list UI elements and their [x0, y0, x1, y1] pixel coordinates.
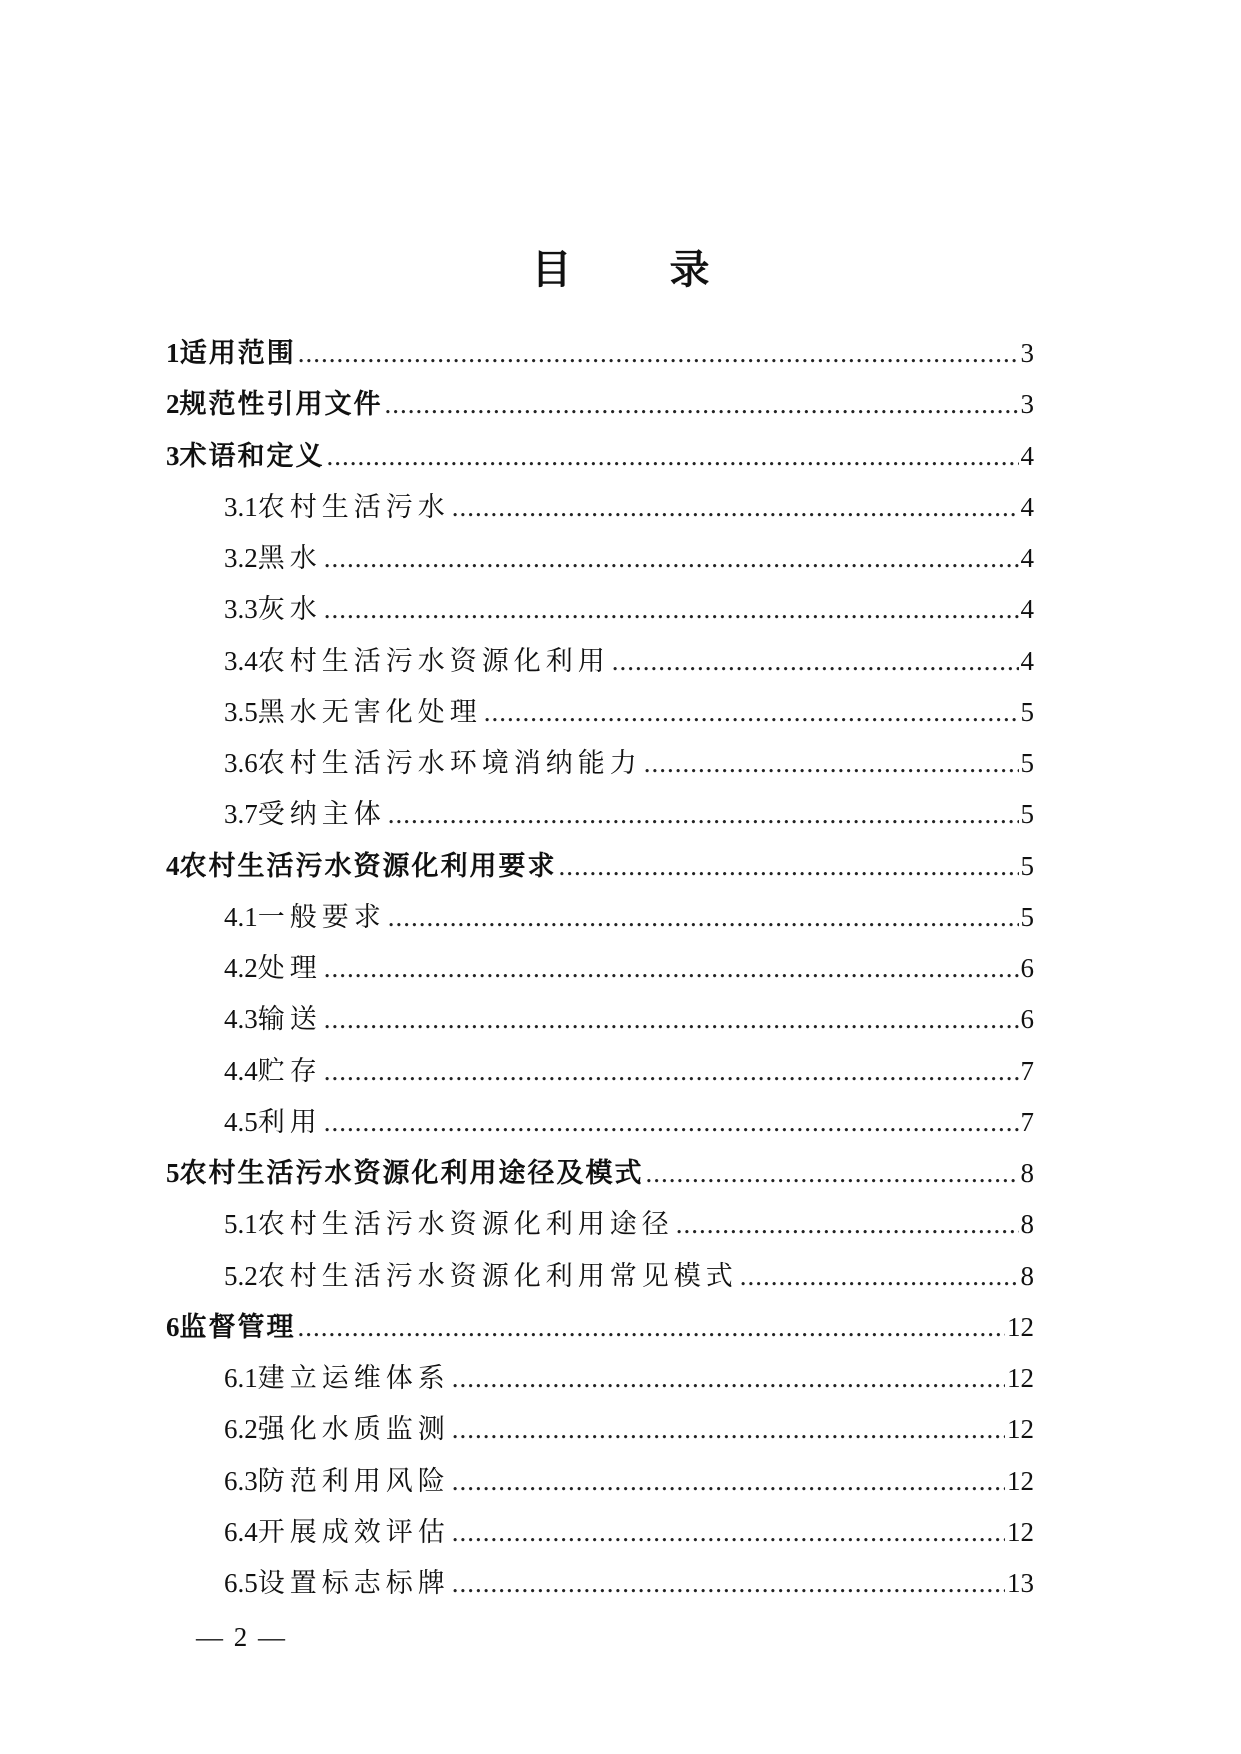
toc-entry-4-5[interactable] — [166, 1097, 1034, 1148]
toc-entry-number: 3.2 — [224, 543, 258, 573]
page-number-footer: — 2 — — [196, 1622, 287, 1652]
toc-entry-number: 3.5 — [224, 696, 258, 727]
toc-entry-page: 4 — [1020, 543, 1034, 573]
dot-leader — [646, 1148, 1019, 1199]
toc-entry-title: 处理 — [257, 953, 322, 984]
dot-leader — [327, 431, 1019, 482]
toc-entry-number: 3.1 — [224, 491, 258, 522]
dot-leader — [324, 943, 1019, 994]
toc-entry-6-1[interactable] — [166, 1353, 1034, 1404]
toc-entry-2[interactable] — [166, 379, 1034, 430]
toc-entry-number: 6.2 — [224, 1414, 258, 1445]
toc-entry-3-6[interactable] — [166, 738, 1034, 789]
toc-entry-number: 3.3 — [224, 594, 258, 625]
dot-leader — [484, 687, 1019, 738]
toc-entry-page: 8 — [1020, 1158, 1034, 1188]
toc-entry-title: 术语和定义 — [179, 440, 325, 472]
dot-leader — [324, 1097, 1019, 1148]
toc-entry-page: 3 — [1020, 338, 1034, 368]
toc-entry-5[interactable] — [166, 1148, 1034, 1199]
toc-entry-page: 12 — [1007, 1465, 1034, 1496]
dot-leader — [298, 328, 1019, 379]
toc-entry-title: 强化水质监测 — [257, 1414, 450, 1446]
toc-entry-4-4[interactable] — [166, 1046, 1034, 1097]
toc-entry-number: 1 — [166, 338, 180, 368]
toc-entry-3[interactable] — [166, 431, 1034, 482]
toc-entry-number: 5 — [166, 1158, 180, 1188]
toc-entry-page: 4 — [1020, 645, 1034, 676]
toc-entry-title: 农村生活污水环境消纳能力 — [257, 748, 642, 779]
dot-leader — [452, 1404, 1005, 1455]
toc-entry-page: 8 — [1020, 1209, 1034, 1240]
toc-entry-page: 5 — [1020, 901, 1034, 932]
toc-entry-title: 规范性引用文件 — [179, 389, 383, 421]
page-title: 目 录 — [531, 245, 752, 293]
toc-entry-1[interactable] — [166, 328, 1034, 379]
toc-entry-5-2[interactable] — [166, 1251, 1034, 1302]
toc-entry-page: 7 — [1020, 1055, 1034, 1086]
toc-entry-6-3[interactable] — [166, 1456, 1034, 1507]
toc-entry-page: 6 — [1020, 953, 1034, 983]
toc-entry-number: 4 — [166, 850, 180, 881]
toc-entry-title: 农村生活污水资源化利用途径 — [257, 1209, 674, 1241]
toc-entry-title: 一般要求 — [257, 901, 386, 933]
toc-entry-page: 7 — [1020, 1106, 1034, 1137]
toc-entry-title: 防范利用风险 — [257, 1465, 450, 1497]
dot-leader — [324, 584, 1019, 635]
toc-entry-number: 6.1 — [224, 1363, 258, 1393]
toc-entry-4-2[interactable] — [166, 943, 1034, 994]
toc-entry-number: 5.1 — [224, 1209, 258, 1240]
toc-entry-page: 12 — [1007, 1363, 1034, 1393]
dot-leader — [324, 533, 1019, 584]
toc-entry-title: 农村生活污水资源化利用常见模式 — [257, 1260, 738, 1292]
toc-entry-number: 3.4 — [224, 645, 258, 676]
table-of-contents — [166, 328, 1034, 1609]
toc-entry-number: 4.1 — [224, 901, 258, 932]
toc-entry-page: 5 — [1020, 850, 1034, 881]
toc-entry-number: 4.3 — [224, 1004, 258, 1035]
toc-entry-page: 6 — [1020, 1004, 1034, 1035]
toc-entry-3-2[interactable] — [166, 533, 1034, 584]
toc-entry-page: 5 — [1020, 748, 1034, 778]
toc-entry-number: 4.4 — [224, 1055, 258, 1086]
dot-leader — [452, 1558, 1005, 1609]
toc-entry-number: 6.4 — [224, 1516, 258, 1547]
toc-entry-number: 4.5 — [224, 1106, 258, 1137]
toc-entry-title: 建立运维体系 — [257, 1363, 450, 1394]
toc-entry-4-3[interactable] — [166, 994, 1034, 1045]
toc-entry-number: 2 — [166, 389, 180, 420]
toc-entry-3-4[interactable] — [166, 636, 1034, 687]
dot-leader — [388, 789, 1019, 840]
toc-entry-6-2[interactable] — [166, 1404, 1034, 1455]
toc-entry-page: 3 — [1020, 389, 1034, 420]
dot-leader — [452, 1353, 1005, 1404]
toc-entry-page: 4 — [1020, 491, 1034, 522]
toc-entry-title: 受纳主体 — [257, 799, 386, 831]
toc-entry-number: 6.5 — [224, 1568, 258, 1598]
toc-entry-4[interactable] — [166, 841, 1034, 892]
dot-leader — [324, 1046, 1019, 1097]
toc-entry-number: 3.6 — [224, 748, 258, 778]
toc-entry-page: 5 — [1020, 696, 1034, 727]
toc-entry-number: 6.3 — [224, 1465, 258, 1496]
toc-entry-6[interactable] — [166, 1302, 1034, 1353]
toc-entry-title: 黑水无害化处理 — [257, 696, 482, 728]
toc-entry-title: 农村生活污水 — [257, 491, 450, 523]
dot-leader — [324, 994, 1019, 1045]
toc-entry-number: 4.2 — [224, 953, 258, 983]
toc-entry-page: 8 — [1020, 1260, 1034, 1291]
toc-entry-title: 贮存 — [257, 1055, 322, 1087]
dot-leader — [385, 379, 1019, 430]
toc-entry-page: 5 — [1020, 799, 1034, 830]
dot-leader — [644, 738, 1019, 789]
toc-entry-3-5[interactable] — [166, 687, 1034, 738]
toc-entry-page: 12 — [1007, 1414, 1034, 1445]
dot-leader — [452, 1507, 1005, 1558]
dot-leader — [676, 1199, 1019, 1250]
dot-leader — [740, 1251, 1019, 1302]
toc-entry-5-1[interactable] — [166, 1199, 1034, 1250]
toc-entry-6-4[interactable] — [166, 1507, 1034, 1558]
toc-entry-title: 灰水 — [257, 594, 322, 626]
toc-entry-number: 3 — [166, 440, 180, 471]
toc-entry-3-7[interactable] — [166, 789, 1034, 840]
toc-entry-title: 黑水 — [257, 543, 322, 574]
dot-leader — [388, 892, 1019, 943]
dot-leader — [452, 1456, 1005, 1507]
toc-entry-4-1[interactable] — [166, 892, 1034, 943]
dot-leader — [298, 1302, 1006, 1353]
toc-entry-title: 适用范围 — [179, 338, 296, 369]
toc-entry-number: 6 — [166, 1311, 180, 1342]
toc-entry-page: 13 — [1007, 1568, 1034, 1598]
toc-entry-title: 利用 — [257, 1106, 322, 1138]
toc-entry-title: 农村生活污水资源化利用要求 — [179, 850, 557, 882]
toc-entry-number: 5.2 — [224, 1260, 258, 1291]
toc-entry-page: 4 — [1020, 594, 1034, 625]
dot-leader — [452, 482, 1019, 533]
dot-leader — [559, 841, 1019, 892]
toc-entry-3-3[interactable] — [166, 584, 1034, 635]
toc-entry-title: 农村生活污水资源化利用途径及模式 — [179, 1158, 644, 1189]
toc-entry-title: 监督管理 — [179, 1311, 296, 1343]
toc-entry-title: 设置标志标牌 — [257, 1568, 450, 1599]
toc-entry-page: 12 — [1007, 1311, 1034, 1342]
toc-entry-3-1[interactable] — [166, 482, 1034, 533]
toc-entry-number: 3.7 — [224, 799, 258, 830]
toc-entry-page: 4 — [1020, 440, 1034, 471]
toc-entry-page: 12 — [1007, 1516, 1034, 1547]
toc-entry-title: 开展成效评估 — [257, 1516, 450, 1548]
dot-leader — [612, 636, 1019, 687]
toc-entry-title: 农村生活污水资源化利用 — [257, 645, 610, 677]
toc-entry-6-5[interactable] — [166, 1558, 1034, 1609]
toc-entry-title: 输送 — [257, 1004, 322, 1036]
